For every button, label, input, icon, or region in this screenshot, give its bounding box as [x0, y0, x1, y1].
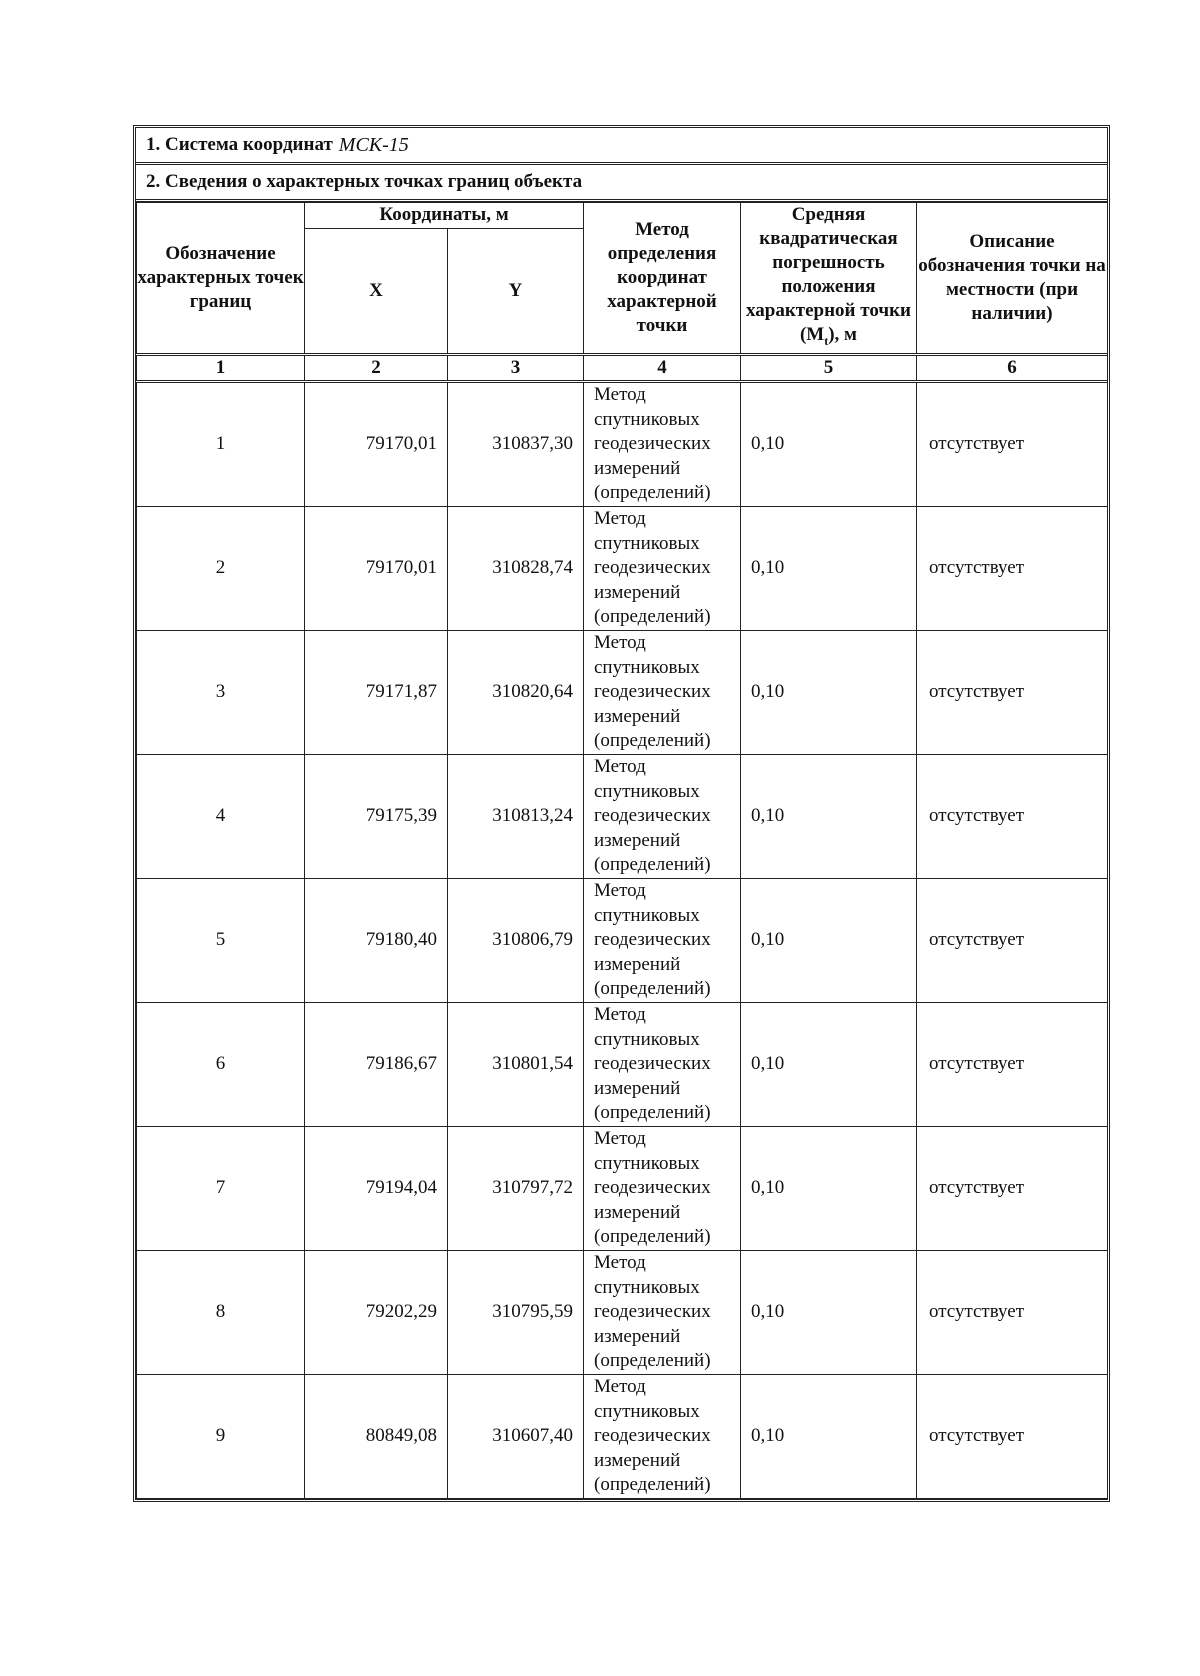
point-method: Метод спутниковых геодезических измерений (определений)	[584, 630, 741, 754]
point-error: 0,10	[741, 1126, 917, 1250]
column-number: 3	[448, 354, 584, 381]
point-y: 310820,64	[448, 630, 584, 754]
point-x: 79180,40	[305, 878, 448, 1002]
point-error: 0,10	[741, 878, 917, 1002]
point-x: 79170,01	[305, 381, 448, 506]
header-error-unit: ), м	[828, 324, 858, 345]
point-x: 79194,04	[305, 1126, 448, 1250]
point-method: Метод спутниковых геодезических измерений (определений)	[584, 754, 741, 878]
point-error: 0,10	[741, 754, 917, 878]
table-row	[137, 878, 1108, 1002]
point-x: 79202,29	[305, 1250, 448, 1374]
column-number: 2	[305, 354, 448, 381]
header-description: Описание обозначения точки на местности (при наличии)	[917, 203, 1108, 355]
point-description: отсутствует	[917, 1250, 1108, 1374]
point-id: 9	[137, 1374, 305, 1498]
coordinate-system-value: МСК-15	[338, 133, 409, 156]
point-error: 0,10	[741, 381, 917, 506]
table-row	[137, 754, 1108, 878]
point-x: 79186,67	[305, 1002, 448, 1126]
point-description: отсутствует	[917, 1002, 1108, 1126]
point-method: Метод спутниковых геодезических измерений (определений)	[584, 381, 741, 506]
section-2-label: 2. Сведения о характерных точках границ объекта	[146, 171, 583, 192]
point-description: отсутствует	[917, 506, 1108, 630]
point-error: 0,10	[741, 630, 917, 754]
point-description: отсутствует	[917, 878, 1108, 1002]
point-id: 2	[137, 506, 305, 630]
column-number: 5	[741, 354, 917, 381]
section-1-label: 1. Система координат	[146, 134, 333, 155]
header-error-subscript: t	[824, 333, 829, 348]
point-y: 310837,30	[448, 381, 584, 506]
point-y: 310607,40	[448, 1374, 584, 1498]
point-error: 0,10	[741, 506, 917, 630]
column-number: 6	[917, 354, 1108, 381]
header-x: X	[305, 228, 448, 354]
document-frame	[133, 125, 1110, 1502]
point-error: 0,10	[741, 1250, 917, 1374]
column-number: 1	[137, 354, 305, 381]
point-description: отсутствует	[917, 1374, 1108, 1498]
point-y: 310828,74	[448, 506, 584, 630]
header-point-designation: Обозначение характерных точек границ	[137, 203, 305, 355]
table-row	[137, 1374, 1108, 1498]
point-method: Метод спутниковых геодезических измерений (определений)	[584, 878, 741, 1002]
point-id: 3	[137, 630, 305, 754]
header-error	[741, 203, 917, 355]
point-id: 8	[137, 1250, 305, 1374]
point-x: 79175,39	[305, 754, 448, 878]
point-y: 310795,59	[448, 1250, 584, 1374]
section-points-info	[136, 165, 1107, 202]
point-method: Метод спутниковых геодезических измерений (определений)	[584, 1126, 741, 1250]
point-id: 4	[137, 754, 305, 878]
header-y: Y	[448, 228, 584, 354]
point-y: 310813,24	[448, 754, 584, 878]
point-x: 80849,08	[305, 1374, 448, 1498]
table-row	[137, 381, 1108, 506]
point-y: 310801,54	[448, 1002, 584, 1126]
table-row	[137, 506, 1108, 630]
point-error: 0,10	[741, 1002, 917, 1126]
points-table	[136, 202, 1108, 1499]
table-row	[137, 1250, 1108, 1374]
header-error-text: Средняя квадратическая погрешность положения характерной точки (M	[746, 204, 911, 345]
point-id: 1	[137, 381, 305, 506]
section-coordinate-system	[136, 128, 1107, 165]
point-method: Метод спутниковых геодезических измерений (определений)	[584, 506, 741, 630]
point-y: 310806,79	[448, 878, 584, 1002]
point-y: 310797,72	[448, 1126, 584, 1250]
point-error: 0,10	[741, 1374, 917, 1498]
point-x: 79170,01	[305, 506, 448, 630]
point-description: отсутствует	[917, 381, 1108, 506]
column-number: 4	[584, 354, 741, 381]
point-method: Метод спутниковых геодезических измерений (определений)	[584, 1002, 741, 1126]
header-method: Метод определения координат характерной точки	[584, 203, 741, 355]
point-description: отсутствует	[917, 754, 1108, 878]
point-description: отсутствует	[917, 1126, 1108, 1250]
point-id: 7	[137, 1126, 305, 1250]
point-method: Метод спутниковых геодезических измерений (определений)	[584, 1374, 741, 1498]
header-coordinates: Координаты, м	[305, 203, 584, 229]
table-row	[137, 1002, 1108, 1126]
point-id: 6	[137, 1002, 305, 1126]
column-numbers-row	[137, 354, 1108, 381]
point-x: 79171,87	[305, 630, 448, 754]
table-row	[137, 1126, 1108, 1250]
table-row	[137, 630, 1108, 754]
point-method: Метод спутниковых геодезических измерений (определений)	[584, 1250, 741, 1374]
point-id: 5	[137, 878, 305, 1002]
point-description: отсутствует	[917, 630, 1108, 754]
